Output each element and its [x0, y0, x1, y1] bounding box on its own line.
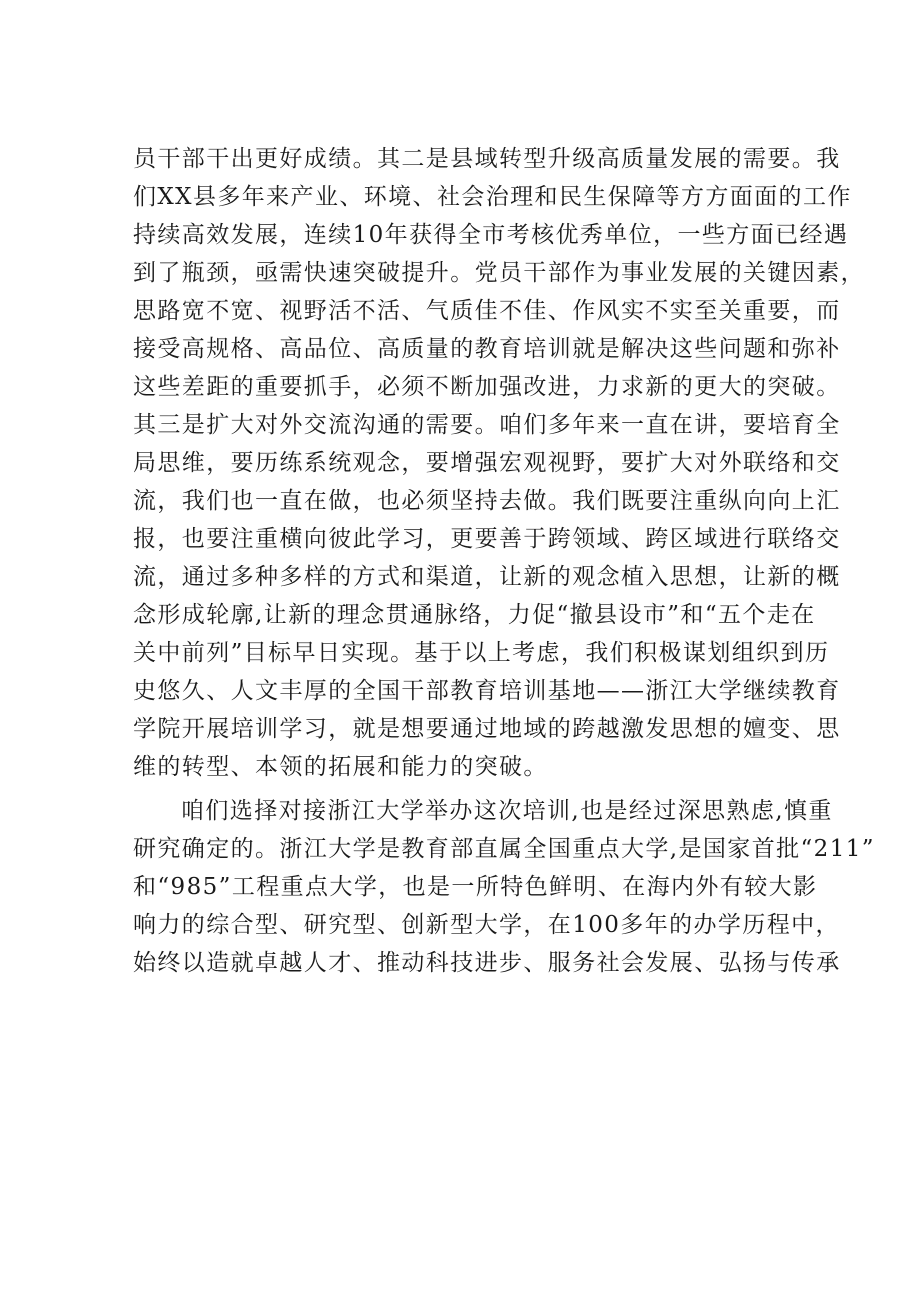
text-line: 接受高规格、高品位、高质量的教育培训就是解决这些问题和弥补 — [133, 336, 841, 362]
text-line: 流，我们也一直在做，也必须坚持去做。我们既要注重纵向向上汇 — [133, 488, 841, 514]
text-line: 其三是扩大对外交流沟通的需要。咱们多年来一直在讲，要培育全 — [133, 412, 841, 438]
text-line: 咱们选择对接浙江大学举办这次培训,也是经过深思熟虑,慎重 — [181, 798, 833, 824]
paragraph-2 — [133, 792, 875, 982]
text-line: 研究确定的。浙江大学是教育部直属全国重点大学,是国家首批“211” — [133, 836, 875, 862]
text-line: 和“985”工程重点大学，也是一所特色鲜明、在海内外有较大影 — [133, 874, 818, 900]
text-line: 报，也要注重横向彼此学习，更要善于跨领域、跨区域进行联络交 — [133, 526, 841, 552]
text-line: 们XX县多年来产业、环境、社会治理和民生保障等方方面面的工作 — [133, 184, 852, 210]
text-line: 维的转型、本领的拓展和能力的突破。 — [133, 754, 548, 780]
text-line: 念形成轮廓,让新的理念贯通脉络，力促“撤县设市”和“五个走在 — [133, 602, 816, 628]
paragraph-1 — [133, 140, 865, 786]
text-line: 到了瓶颈，亟需快速突破提升。党员干部作为事业发展的关键因素， — [133, 260, 865, 286]
text-line: 员干部干出更好成绩。其二是县域转型升级高质量发展的需要。我 — [133, 146, 841, 172]
text-line: 这些差距的重要抓手，必须不断加强改进，力求新的更大的突破。 — [133, 374, 841, 400]
text-line: 持续高效发展，连续10年获得全市考核优秀单位，一些方面已经遇 — [133, 222, 849, 248]
document-body — [133, 140, 875, 982]
text-line: 学院开展培训学习，就是想要通过地域的跨越激发思想的嬗变、思 — [133, 716, 841, 742]
text-line: 思路宽不宽、视野活不活、气质佳不佳、作风实不实至关重要，而 — [133, 298, 841, 324]
text-line: 始终以造就卓越人才、推动科技进步、服务社会发展、弘扬与传承 — [133, 950, 841, 976]
text-line: 局思维，要历练系统观念，要增强宏观视野，要扩大对外联络和交 — [133, 450, 841, 476]
text-line: 关中前列”目标早日实现。基于以上考虑，我们积极谋划组织到历 — [133, 640, 830, 666]
text-line: 响力的综合型、研究型、创新型大学，在100多年的办学历程中， — [133, 912, 840, 938]
text-line: 史悠久、人文丰厚的全国干部教育培训基地——浙江大学继续教育 — [133, 678, 841, 704]
text-line: 流，通过多种多样的方式和渠道，让新的观念植入思想，让新的概 — [133, 564, 841, 590]
